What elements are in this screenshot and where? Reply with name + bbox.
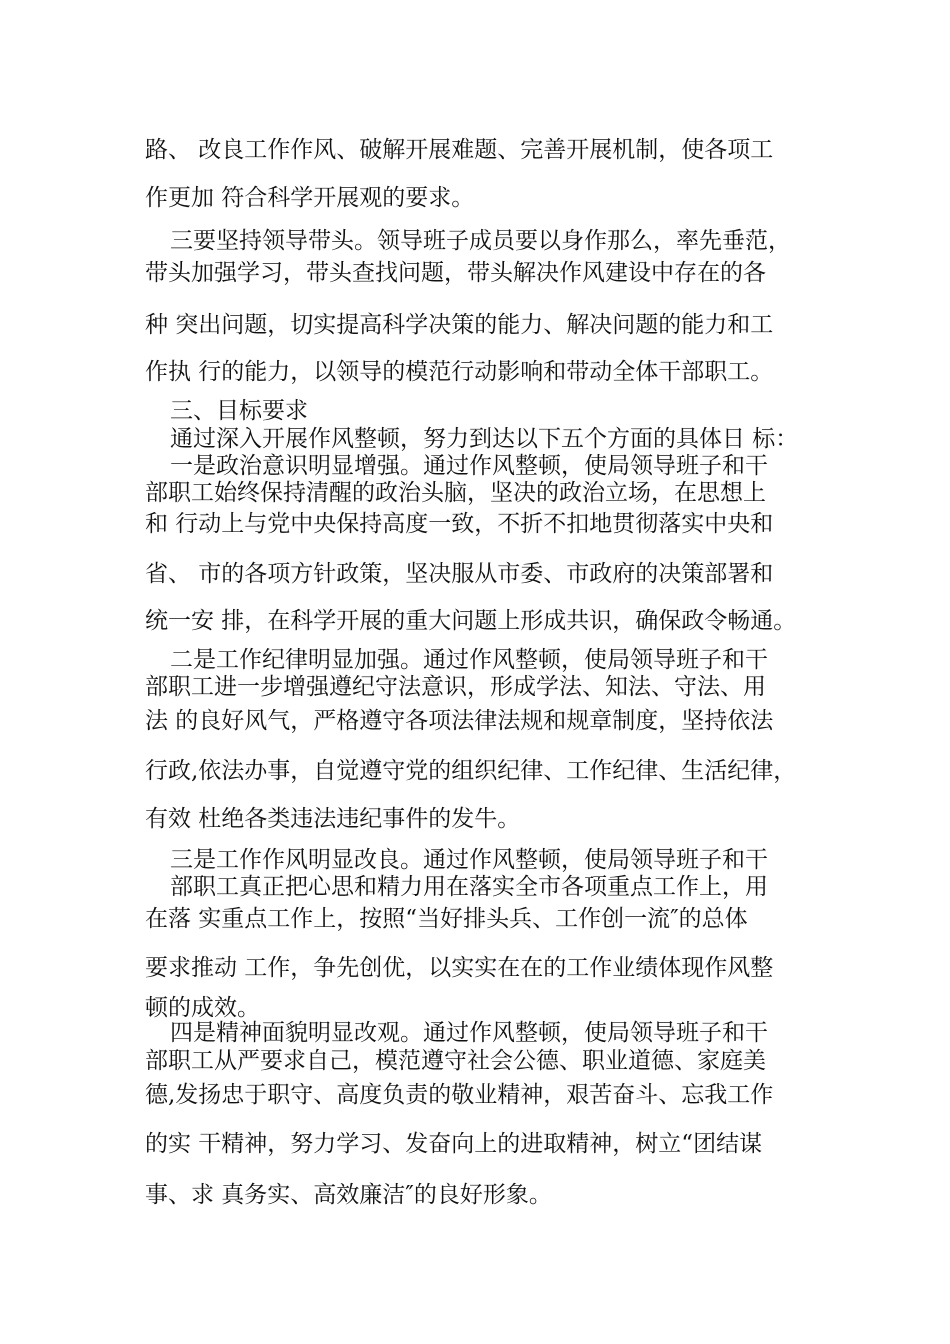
text-line: 顿的成效。 — [145, 995, 260, 1021]
text-line: 事、求 真务实、高效廉洁″的良好形象。 — [145, 1182, 552, 1208]
text-line: 带头加强学习，带头查找问题，带头解决作风建设中存在的各 — [145, 260, 766, 286]
text-line: 部职工始终保持清醒的政治头脑，坚决的政治立场，在思想上 — [145, 480, 766, 506]
text-line: 路、 改良工作作风、破解开展难题、完善开展机制，使各项工 — [145, 137, 774, 163]
text-line: 部职工从严要求自己，模范遵守社会公德、职业道德、家庭美 — [145, 1048, 766, 1074]
paragraph-start-line: 通过深入开展作风整顿，努力到达以下五个方面的具体日 标： — [170, 426, 799, 452]
text-line: 有效 杜绝各类违法违纪事件的发牛。 — [145, 806, 521, 832]
text-line: 部职工真正把心思和精力用在落实全市各项重点工作上，用 — [170, 874, 768, 900]
text-line: 省、 市的各项方针政策，坚决服从市委、市政府的决策部署和 — [145, 561, 774, 587]
section-heading: 三、目标要求 — [170, 398, 308, 424]
text-line: 统一安 排，在科学开展的重大问题上形成共识，确保政令畅通。 — [145, 608, 797, 634]
text-line: 作更加 符合科学开展观的要求。 — [145, 185, 475, 211]
text-line: 作执 行的能力，以领导的模范行动影响和带动全体干部职工。 — [145, 359, 774, 385]
paragraph-start-line: 四是精神面貌明显改观。通过作风整顿，使局领导班子和干 — [170, 1020, 768, 1046]
text-line: 在落 实重点工作上，按照“当好排头兵、工作创一流″的总体 — [145, 906, 748, 932]
text-line: 部职工进一步增强遵纪守法意识，形成学法、知法、守法、用 — [145, 674, 766, 700]
paragraph-start-line: 一是政治意识明显增强。通过作风整顿，使局领导班子和干 — [170, 453, 768, 479]
text-line: 法 的良好风气，严格遵守各项法律法规和规章制度，坚持依法 — [145, 708, 774, 734]
paragraph-start-line: 三是工作作风明显改良。通过作风整顿，使局领导班子和干 — [170, 847, 768, 873]
text-line: 要求推动 工作，争先创优，以实实在在的工作业绩体现作风整 — [145, 955, 774, 981]
text-line: 德,发扬忠于职守、高度负责的敬业精神，艰苦奋斗、忘我工作 — [145, 1082, 774, 1108]
text-line: 行政,依法办事，自觉遵守党的组织纪律、工作纪律、生活纪律， — [145, 758, 797, 784]
paragraph-start-line: 二是工作纪律明显加强。通过作风整顿，使局领导班子和干 — [170, 647, 768, 673]
text-line: 和 行动上与党中央保持高度一致，不折不扣地贯彻落实中央和 — [145, 511, 774, 537]
paragraph-start-line: 三要坚持领导带头。领导班子成员要以身作那么，率先垂范， — [170, 228, 791, 254]
text-line: 种 突出问题，切实提高科学决策的能力、解决问题的能力和工 — [145, 312, 774, 338]
text-line: 的实 干精神，努力学习、发奋向上的进取精神，树立“团结谋 — [145, 1131, 763, 1157]
